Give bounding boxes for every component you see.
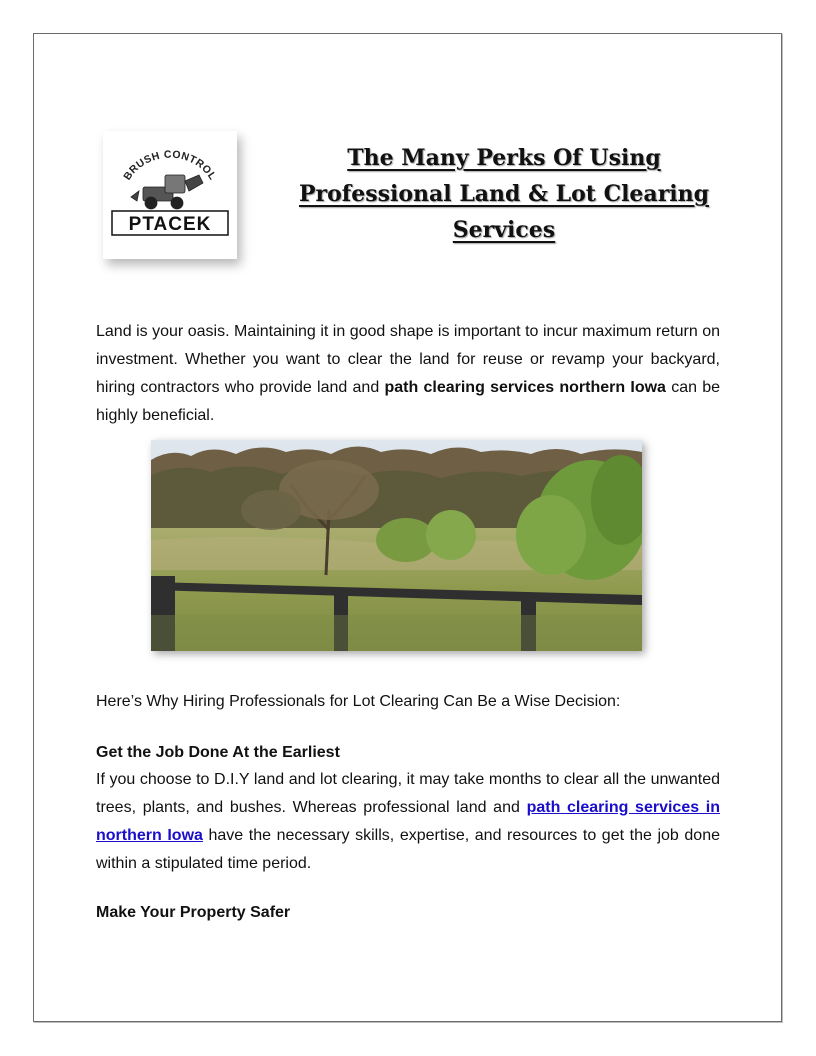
- logo-arc-text: BRUSH CONTROL: [121, 148, 219, 183]
- job-text-1: If you choose to D.I.Y land and lot clearing, it may take months to clear all the unwanted trees, plants, and bushes. Whereas professional land and: [96, 771, 720, 816]
- intro-text-1: Land is your oasis. Maintaining it in good shape is important to incur maximum return on investment. Whether you want to clear the land for reuse or revamp your backyard, hiring contractors who provide land and: [96, 323, 720, 396]
- why-heading: Here’s Why Hiring Professionals for Lot Clearing Can Be a Wise Decision:: [96, 693, 621, 710]
- logo-graphic: [103, 131, 237, 259]
- page-title: The Many Perks Of Using Professional Land & Lot Clearing Services: [298, 145, 710, 243]
- path-clearing-link[interactable]: path clearing services in northern Iowa: [96, 799, 721, 844]
- logo-brand-text: PTACEK: [128, 214, 212, 235]
- cleared-land-photo: [151, 440, 642, 651]
- section-job-paragraph: [96, 766, 720, 878]
- job-text-2: have the necessary skills, expertise, and resources to get the job done within a stipulated time period.: [96, 827, 720, 872]
- section-safe-heading: Make Your Property Safer: [96, 904, 291, 921]
- section-job-heading: Get the Job Done At the Earliest: [96, 744, 340, 761]
- intro-bold-keyword: path clearing services northern Iowa: [384, 379, 666, 396]
- intro-paragraph: [96, 318, 720, 430]
- intro-text-2: can be highly beneficial.: [96, 379, 721, 424]
- brush-mulcher-icon: [131, 175, 203, 209]
- company-logo: [103, 131, 237, 259]
